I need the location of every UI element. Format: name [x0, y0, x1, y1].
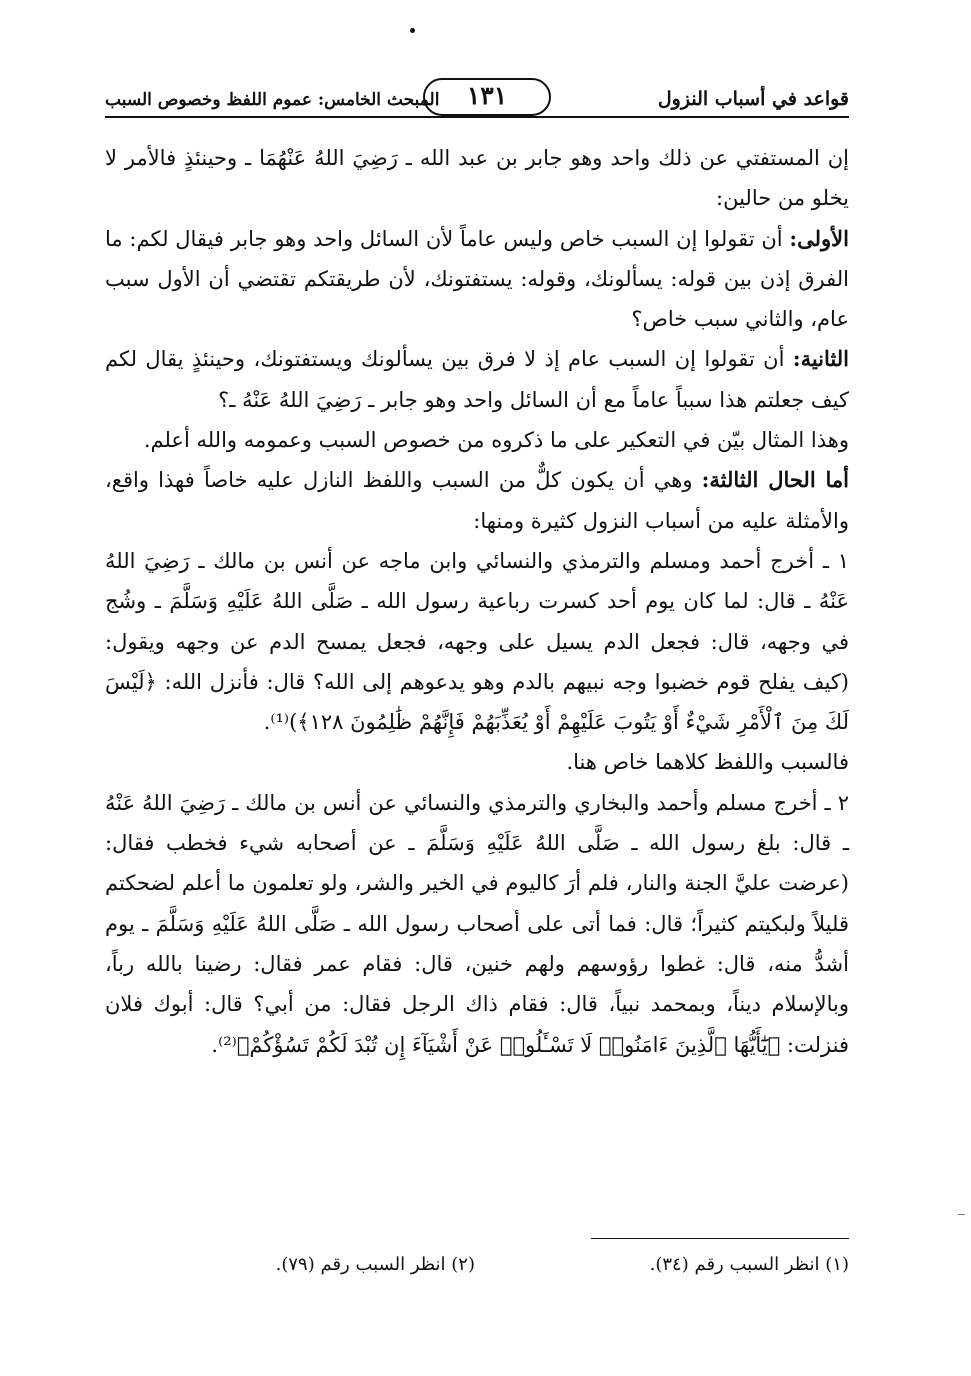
book-title: قواعد في أسباب النزول [657, 88, 849, 110]
footnote-divider [591, 1238, 849, 1239]
top-mark [410, 28, 415, 33]
main-text [105, 138, 849, 1065]
case-one-heading: الأولى: [789, 225, 849, 251]
paragraph: وهذا المثال بيّن في التعكير على ما ذكروه من خصوص السبب وعمومه والله أعلم. [143, 428, 849, 453]
section-title: المبحث الخامس: عموم اللفظ وخصوص السبب [105, 90, 440, 110]
paragraph: الأولى: أن تقولوا إن السبب خاص وليس عاماً لأن السائل واحد وهو جابر فيقال لكم: ما الفرق إذن بين قوله: يسألونك، وقوله: يستفتونك، لأن طريقتكم تقتضي أن الأول سبب عام، والثاني سبب خاص؟ [105, 225, 849, 332]
page-header [105, 82, 849, 116]
paragraph: فالسبب واللفظ كلاهما خاص هنا. [566, 750, 849, 775]
page-number: ١٣١ [423, 78, 551, 116]
paragraph: ٢ ـ أخرج مسلم وأحمد والبخاري والترمذي والنسائي عن أنس بن مالك ـ رَضِيَ اللهُ عَنْهُ ـ قال: بلغ رسول الله ـ صَلَّى اللهُ عَلَيْهِ وَسَلَّمَ ـ عن أصحابه شيء فخطب فقال: (عرضت عليَّ الجنة والنار، فلم أرَ كاليوم في الخير والشر، ولو تعلمون ما أعلم لضحكتم قليلاً ولبكيتم كثيراً؛ قال: فما أتى على أصحاب رسول الله ـ صَلَّى اللهُ عَلَيْهِ وَسَلَّمَ ـ يوم أشدُّ منه، قال: غطوا رؤوسهم ولهم خنين، قال: فقام عمر فقال: رضينا بالله رباً، وبالإسلام ديناً، وبمحمد نبياً، قال: فقام ذاك الرجل فقال: من أبي؟ قال: أبوك فلان فنزلت: ﴿يَٰٓأَيُّهَا ٱلَّذِينَ ءَامَنُوا۟ لَا تَسْـَٔلُوا۟ عَنْ أَشْيَآءَ إِن تُبْدَ لَكُمْ تَسُؤْكُمْ﴾⁽²⁾. [105, 790, 849, 1057]
footnote-2: (٢) انظر السبب رقم (٧٩). [275, 1254, 475, 1275]
case-three-heading: أما الحال الثالثة: [701, 467, 849, 493]
footnote-1: (١) انظر السبب رقم (٣٤). [649, 1254, 849, 1275]
header-divider [105, 116, 849, 118]
case-two-heading: الثانية: [792, 346, 849, 372]
paragraph: الثانية: أن تقولوا إن السبب عام إذ لا فرق بين يسألونك ويستفتونك، وحينئذٍ يقال لكم كيف جعلتم هذا سبباً عاماً مع أن السائل واحد وهو جابر ـ رَضِيَ اللهُ عَنْهُ ـ؟ [105, 346, 849, 412]
paragraph: ١ ـ أخرج أحمد ومسلم والترمذي والنسائي وابن ماجه عن أنس بن مالك ـ رَضِيَ اللهُ عَنْهُ ـ قال: لما كان يوم أحد كسرت رباعية رسول الله ـ صَلَّى اللهُ عَلَيْهِ وَسَلَّمَ ـ وشُج في وجهه، قال: فجعل الدم يسيل على وجهه، فجعل يمسح الدم عن وجهه ويقول: (كيف يفلح قوم خضبوا وجه نبيهم بالدم وهو يدعوهم إلى الله؟ قال: فأنزل الله: ﴿لَيْسَ لَكَ مِنَ ٱلْأَمْرِ شَيْءٌ أَوْ يَتُوبَ عَلَيْهِمْ أَوْ يُعَذِّبَهُمْ فَإِنَّهُمْ ظَٰلِمُونَ ١٢٨﴾)⁽¹⁾. [105, 548, 849, 735]
scan-edge-mark [958, 1214, 965, 1215]
paragraph: إن المستفتي عن ذلك واحد وهو جابر بن عبد الله ـ رَضِيَ اللهُ عَنْهُمَا ـ وحينئذٍ فالأمر لا يخلو من حالين: [105, 146, 849, 211]
paragraph: أما الحال الثالثة: وهي أن يكون كلٌّ من السبب واللفظ النازل عليه خاصاً فهذا واقع، والأمثلة عليه من أسباب النزول كثيرة ومنها: [105, 467, 849, 533]
